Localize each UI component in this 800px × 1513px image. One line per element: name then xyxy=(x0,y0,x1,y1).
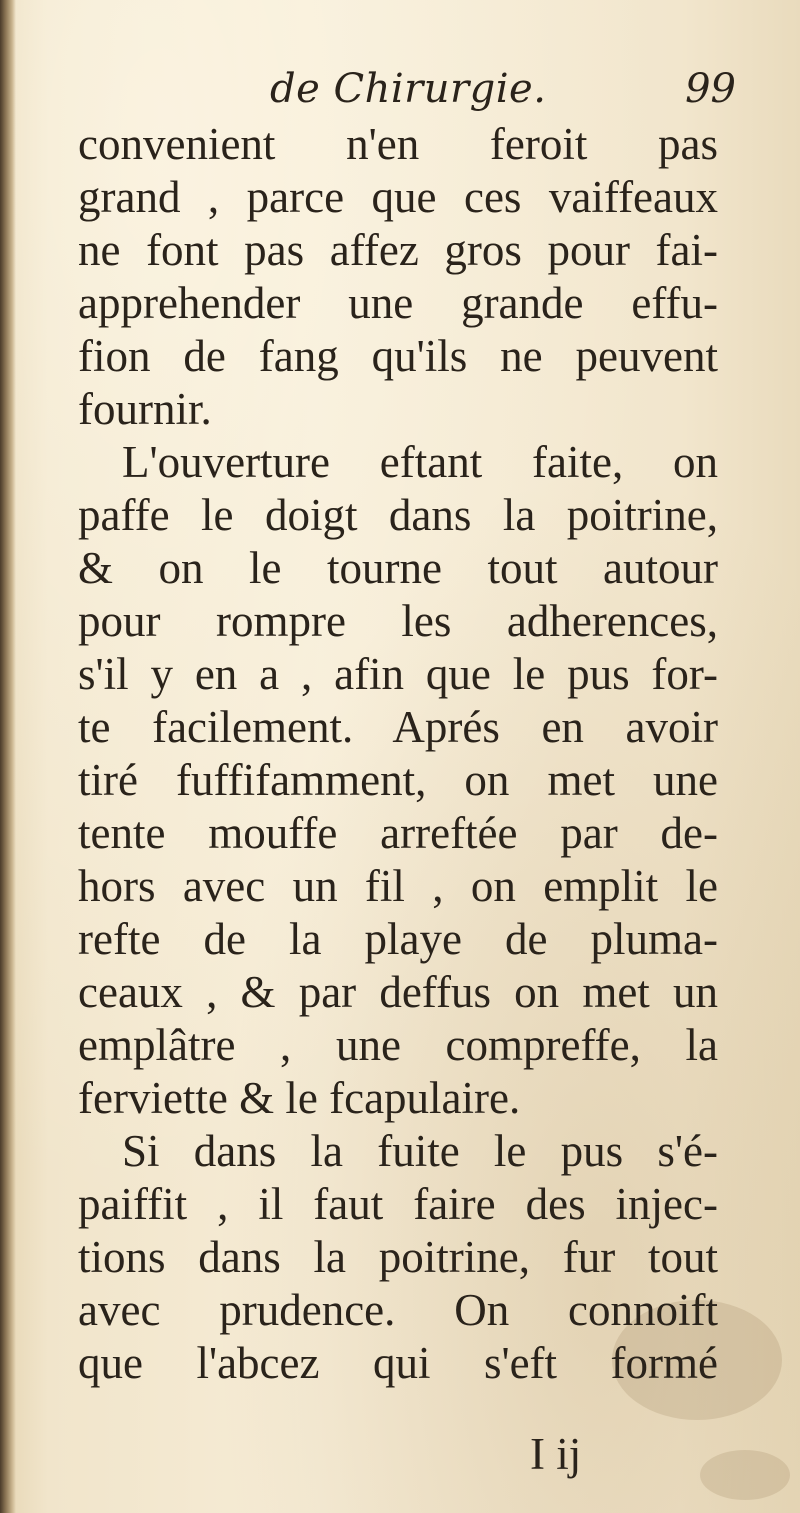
text-line: grand , parce que ces vaiffeaux xyxy=(78,172,718,222)
text-line: hors avec un fil , on emplit le xyxy=(78,861,718,911)
text-line: refte de la playe de pluma- xyxy=(78,914,718,964)
text-line: que l'abcez qui s'eft formé xyxy=(78,1338,718,1388)
text-line: apprehender une grande effu- xyxy=(78,278,718,328)
page-binding-edge xyxy=(0,0,16,1513)
text-line: L'ouverture eftant faite, on xyxy=(122,437,718,487)
signature-mark: I ij xyxy=(530,1429,582,1479)
text-line: avec prudence. On connoift xyxy=(78,1285,718,1335)
running-head-title: de Chirurgie. xyxy=(270,66,547,112)
text-line: fournir. xyxy=(78,384,212,434)
text-line: ne font pas affez gros pour fai- xyxy=(78,225,718,275)
text-line: pour rompre les adherences, xyxy=(78,596,718,646)
signature-row xyxy=(78,1428,718,1481)
text-line: paffe le doigt dans la poitrine, xyxy=(78,490,718,540)
body-text xyxy=(78,118,718,1390)
text-line: convenient n'en feroit pas xyxy=(78,119,718,169)
text-line: paiffit , il faut faire des injec- xyxy=(78,1179,718,1229)
page-number: 99 xyxy=(685,66,736,112)
running-head xyxy=(60,64,740,114)
text-line: emplâtre , une compreffe, la xyxy=(78,1020,718,1070)
text-line: fion de fang qu'ils ne peuvent xyxy=(78,331,718,381)
text-line: s'il y en a , afin que le pus for- xyxy=(78,649,718,699)
text-line: tente mouffe arreftée par de- xyxy=(78,808,718,858)
text-line: tiré fuffifamment, on met une xyxy=(78,755,718,805)
text-line: & on le tourne tout autour xyxy=(78,543,718,593)
text-line: ferviette & le fcapulaire. xyxy=(78,1073,521,1123)
text-line: tions dans la poitrine, fur tout xyxy=(78,1232,718,1282)
text-line: te facilement. Aprés en avoir xyxy=(78,702,718,752)
text-line: ceaux , & par deffus on met un xyxy=(78,967,718,1017)
text-line: Si dans la fuite le pus s'é- xyxy=(122,1126,718,1176)
